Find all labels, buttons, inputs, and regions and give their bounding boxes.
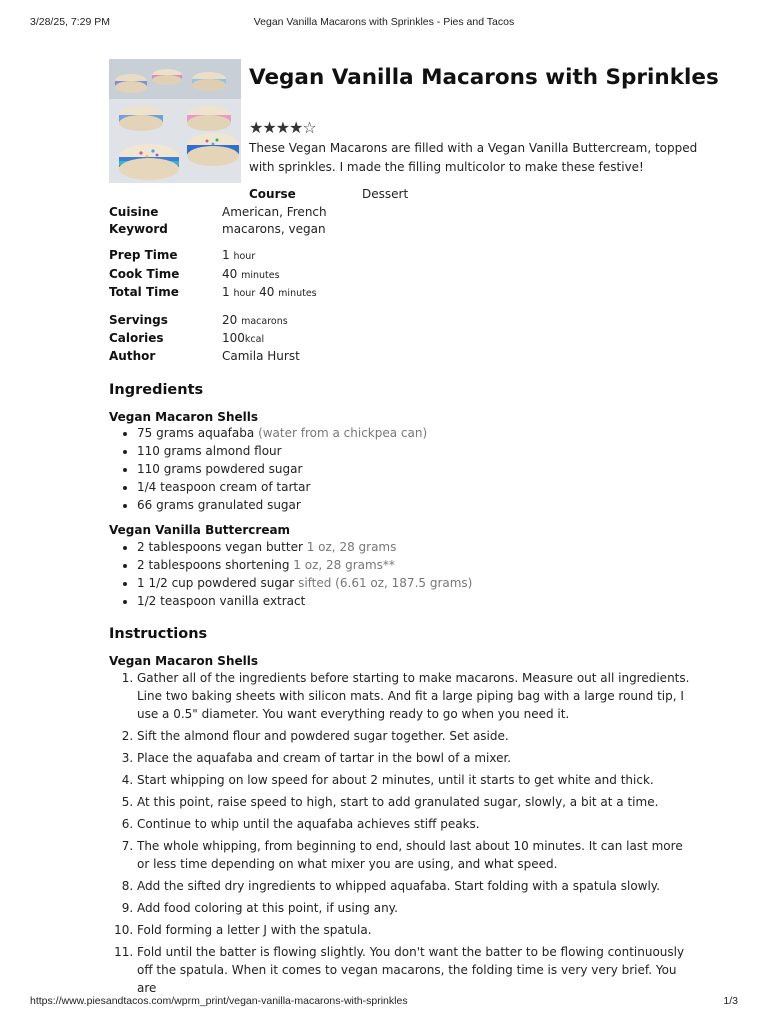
meta-keyword-label: Keyword [109,222,168,236]
print-page-counter: 1/3 [723,995,738,1007]
ingredient-item [137,461,427,479]
instruction-step: 11. Fold until the batter is flowing slightly. You don't want the batter to be flowing continuously off the spatula. When it comes to vegan macarons, the folding time is very very brief. You are [137,943,697,997]
ingredient-text: 110 grams powdered sugar [137,462,303,476]
instruction-step: 2. Sift the almond flour and powdered sugar together. Set aside. [137,727,697,745]
ingredient-item [137,497,427,515]
ingredient-text: 2 tablespoons shortening [137,558,290,572]
ingredient-item [137,425,427,443]
instruction-step: 8. Add the sifted dry ingredients to whipped aquafaba. Start folding with a spatula slowly. [137,877,697,895]
ingredient-note: 1 oz, 28 grams** [293,558,395,572]
print-datetime: 3/28/25, 7:29 PM [30,16,110,28]
ingredient-note: (water from a chickpea can) [258,426,428,440]
instruction-step: 10. Fold forming a letter J with the spatula. [137,921,697,939]
ingredients-heading: Ingredients [109,382,204,398]
ingredients-shells-heading: Vegan Macaron Shells [109,410,259,424]
servings-amount: 20 [222,313,238,327]
meta-keyword-value: macarons, vegan [222,222,326,236]
meta-servings-label: Servings [109,313,168,327]
ingredient-item [137,443,427,461]
ingredient-item [137,575,472,593]
instruction-step: 4. Start whipping on low speed for about 2 minutes, until it starts to get white and thick. [137,771,697,789]
meta-author-label: Author [109,349,156,363]
ingredient-item [137,557,472,575]
total-amount-hours: 1 [222,285,230,299]
ingredient-text: 1/4 teaspoon cream of tartar [137,480,311,494]
instruction-step: 6. Continue to whip until the aquafaba achieves stiff peaks. [137,815,697,833]
meta-total-value [222,284,317,302]
ingredient-note: sifted (6.61 oz, 187.5 grams) [298,576,473,590]
cook-unit: minutes [241,270,280,281]
ingredient-item [137,479,427,497]
prep-unit: hour [233,251,256,262]
ingredient-text: 66 grams granulated sugar [137,498,301,512]
instructions-heading: Instructions [109,626,208,642]
calories-amount: 100 [222,331,245,345]
instruction-step: 1. Gather all of the ingredients before starting to make macarons. Measure out all ingredients. Line two baking sheets with silicon mats. And fit a large piping bag with a large round tip, I use a 0.5" diameter. You want everything ready to go when you need it. [137,669,697,723]
ingredient-text: 2 tablespoons vegan butter [137,540,303,554]
meta-cuisine-value: American, French [222,205,327,219]
print-url: https://www.piesandtacos.com/wprm_print/vegan-vanilla-macarons-with-sprinkles [30,995,408,1007]
instructions-list [109,669,697,1001]
recipe-summary: These Vegan Macarons are filled with a Vegan Vanilla Buttercream, topped with sprinkles. I made the filling multicolor to make these festive! [249,141,698,174]
print-header [30,16,738,30]
meta-cook-value [222,266,280,284]
meta-cuisine-label: Cuisine [109,205,159,219]
calories-unit: kcal [244,334,265,345]
prep-amount: 1 [222,248,230,262]
total-amount-minutes: 40 [259,285,275,299]
macarons-photo-icon [109,59,241,183]
recipe-photo [109,59,241,183]
ingredient-text: 75 grams aquafaba [137,426,255,440]
meta-prep-value [222,247,255,265]
ingredient-item [137,593,472,611]
total-unit-minutes: minutes [278,288,317,299]
ingredient-text: 1/2 teaspoon vanilla extract [137,594,306,608]
meta-servings-value [222,312,288,330]
recipe-title: Vegan Vanilla Macarons with Sprinkles [249,65,719,90]
total-unit-hours: hour [233,288,256,299]
rating-stars-icon: ★★★★☆ [249,118,316,137]
meta-prep-label: Prep Time [109,248,178,262]
ingredient-text: 110 grams almond flour [137,444,282,458]
print-page-title: Vegan Vanilla Macarons with Sprinkles - Pies and Tacos [253,16,515,28]
instruction-step: 5. At this point, raise speed to high, start to add granulated sugar, slowly, a bit at a time. [137,793,697,811]
ingredients-buttercream-heading: Vegan Vanilla Buttercream [109,523,291,537]
instruction-step: 7. The whole whipping, from beginning to end, should last about 10 minutes. It can last more or less time depending on what mixer you are using, and what speed. [137,837,697,873]
meta-calories-value [222,330,264,348]
meta-course-value: Dessert [362,187,409,201]
meta-total-label: Total Time [109,285,179,299]
ingredient-note: 1 oz, 28 grams [306,540,397,554]
ingredient-text: 1 1/2 cup powdered sugar [137,576,295,590]
instruction-step: 3. Place the aquafaba and cream of tartar in the bowl of a mixer. [137,749,697,767]
cook-amount: 40 [222,267,238,281]
ingredients-buttercream-list [109,539,472,611]
meta-course-label: Course [249,187,296,201]
meta-author-value: Camila Hurst [222,349,300,363]
ingredient-item [137,539,472,557]
ingredients-shells-list [109,425,427,515]
servings-unit: macarons [241,316,288,327]
instructions-shells-heading: Vegan Macaron Shells [109,654,259,668]
print-footer [30,995,738,1009]
meta-cook-label: Cook Time [109,267,180,281]
meta-calories-label: Calories [109,331,164,345]
instruction-step: 9. Add food coloring at this point, if using any. [137,899,697,917]
